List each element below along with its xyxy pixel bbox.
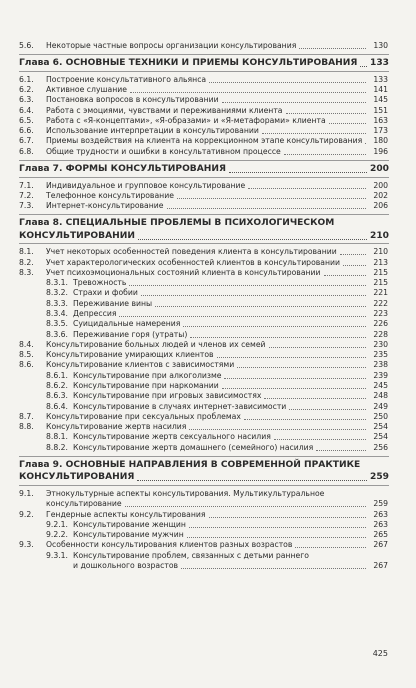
section-title: Переживание вины [73,298,153,308]
section-title: Активное слушание [46,85,127,95]
entry-page-number: 263 [373,519,388,529]
section-number: 6.2. [19,85,34,95]
section-title: Тревожность [73,278,127,288]
entry-page-number: 230 [373,339,388,349]
chapter-rule [19,214,389,215]
leader-dots [295,547,366,548]
section-title: Использование интерпретации в консультировании [46,126,259,136]
entry-page-number: 259 [373,499,388,509]
section-title: консультирование [46,499,122,509]
leader-dots [125,506,366,507]
section-number: 8.3.3. [46,298,69,308]
entry-page-number: 245 [373,381,388,390]
entry-page-number: 145 [373,95,388,105]
section-number: 7.1. [19,180,34,190]
section-title: Этнокультурные аспекты консультирования. Мультикультуральное [46,488,325,498]
leader-dots [284,154,366,155]
chapter-title: Глава 8. СПЕЦИАЛЬНЫЕ ПРОБЛЕМЫ В ПСИХОЛОГИЧЕСКОМ [19,218,335,229]
leader-dots [217,357,366,358]
chapter-title: КОНСУЛЬТИРОВАНИЯ [19,472,135,483]
entry-page-number: 238 [373,360,388,370]
entry-page-number: 235 [373,350,388,360]
section-number: 9.2.1. [46,519,69,529]
entry-page-number: 263 [373,509,388,519]
section-title: Гендерные аспекты консультирования [46,509,206,519]
entry-page-number: 228 [373,329,388,339]
entry-page-number: 196 [373,146,388,156]
section-number: 8.8.1. [46,432,69,442]
chapter-title: Глава 6. ОСНОВНЫЕ ТЕХНИКИ И ПРИЕМЫ КОНСУЛЬТИРОВАНИЯ [19,58,358,69]
entry-page-number: 215 [373,267,388,277]
entry-page-number: 210 [373,247,388,257]
section-title: и дошкольного возрастов [73,560,179,570]
entry-page-number: 249 [373,401,388,411]
entry-page-number: 221 [373,288,388,298]
chapter-page-number: 200 [370,164,389,175]
section-title: Постановка вопросов в консультировании [46,95,219,105]
section-title: Учет характерологических особенностей клиентов в консультировании [46,257,341,267]
section-title: Депрессия [73,309,117,319]
entry-page-number: 248 [373,391,388,401]
entry-page-number: 215 [373,278,388,288]
section-title: Консультирование при сексуальных проблемах [46,411,241,421]
leader-dots [343,265,366,266]
section-title: Консультирование в случаях интернет-зависимости [73,401,287,411]
leader-dots [138,239,367,240]
chapter-title: Глава 9. ОСНОВНЫЕ НАПРАВЛЕНИЯ В СОВРЕМЕННОЙ ПРАКТИКЕ [19,459,361,470]
section-number: 8.8. [19,422,34,432]
section-number: 8.3.6. [46,329,69,339]
section-number: 8.6.4. [46,401,69,411]
leader-dots [329,123,366,124]
section-title: Приемы воздействия на клиента на коррекционном этапе консультирования [46,136,363,146]
section-number: 8.2. [19,257,34,267]
section-title: Консультирование при алкоголизме [73,370,222,380]
leader-dots [129,285,366,286]
section-number: 9.2. [19,509,34,519]
leader-dots [209,517,367,518]
section-title: Построение консультативного альянса [46,74,207,84]
section-title: Работа с эмоциями, чувствами и переживаниями клиента [46,105,283,115]
chapter-title: КОНСУЛЬТИРОВАНИИ [19,230,135,241]
section-number: 5.6. [19,41,34,50]
section-number: 9.3. [19,540,34,550]
section-title: Суицидальные намерения [73,319,181,329]
leader-dots [340,254,366,255]
section-number: 9.1. [19,488,34,498]
leader-dots [209,82,366,83]
section-number: 6.7. [19,136,34,146]
section-title: Индивидуальное и групповое консультирование [46,180,246,190]
entry-page-number: 222 [373,298,388,308]
entry-page-number: 250 [373,411,388,421]
leader-dots [189,527,366,528]
entry-page-number: 141 [373,85,388,95]
section-number: 8.4. [19,339,34,349]
section-number: 8.6.2. [46,381,69,390]
section-number: 6.3. [19,95,34,105]
entry-page-number: 200 [373,180,388,190]
leader-dots [269,347,366,348]
section-number: 9.3.1. [46,550,69,560]
section-number: 6.8. [19,146,34,156]
section-number: 8.1. [19,247,34,257]
section-title: Консультирование проблем, связанных с детьми раннего [73,550,309,560]
chapter-title: Глава 7. ФОРМЫ КОНСУЛЬТИРОВАНИЯ [19,164,226,175]
section-title: Консультирование при игровых зависимостях [73,391,262,401]
section-title: Особенности консультирования клиентов разных возрастов [46,540,293,550]
leader-dots [360,66,367,67]
chapter-rule [19,456,389,457]
leader-dots [177,198,366,199]
section-title: Консультирование при наркомании [73,381,219,390]
chapter-rule [19,485,389,486]
section-number: 6.1. [19,74,34,84]
section-title: Консультирование жертв насилия [46,422,187,432]
leader-dots [289,409,366,410]
chapter-page-number: 133 [370,58,389,69]
section-number: 8.6. [19,360,34,370]
section-title: Консультирование жертв домашнего (семейного) насилия [73,442,314,452]
chapter-rule [19,243,389,244]
entry-page-number: 267 [373,540,388,550]
section-number: 6.6. [19,126,34,136]
leader-dots [119,316,366,317]
leader-dots [189,429,366,430]
entry-page-number: 213 [373,257,388,267]
section-number: 8.7. [19,411,34,421]
section-number: 8.3.1. [46,278,69,288]
section-title: Консультирование мужчин [73,530,184,540]
section-title: Страхи и фобии [73,288,138,298]
entry-page-number: 254 [373,422,388,432]
section-title: Консультирование умирающих клиентов [46,350,214,360]
leader-dots [181,568,366,569]
entry-page-number: 265 [373,530,388,540]
entry-page-number: 173 [373,126,388,136]
leader-dots [237,367,366,368]
section-title: Переживание горя (утраты) [73,329,188,339]
entry-page-number: 226 [373,319,388,329]
leader-dots [222,102,366,103]
section-title: Учет некоторых особенностей поведения клиента в консультировании [46,247,337,257]
entry-page-number: 151 [373,105,388,115]
section-title: Интернет-консультирование [46,201,164,211]
entry-page-number: 206 [373,201,388,211]
leader-dots [248,188,366,189]
section-number: 8.6.1. [46,370,69,380]
chapter-page-number: 259 [370,472,389,483]
leader-dots [316,450,366,451]
section-title: Консультирование жертв сексуального насилия [73,432,271,442]
chapter-rule [19,54,389,55]
page-number: 425 [372,649,388,658]
leader-dots [222,388,366,389]
section-title: Консультирование женщин [73,519,186,529]
section-title: Работа с «Я-концептами», «Я-образами» и «Я-метафорами» клиента [46,115,326,125]
leader-dots [130,92,366,93]
leader-dots [183,326,366,327]
leader-dots [229,172,367,173]
leader-dots [365,143,366,144]
leader-dots [155,306,366,307]
section-number: 6.5. [19,115,34,125]
leader-dots [244,419,366,420]
section-number: 7.2. [19,190,34,200]
leader-dots [187,537,366,538]
section-number: 8.6.3. [46,391,69,401]
entry-page-number: 239 [373,370,388,380]
entry-page-number: 223 [373,309,388,319]
section-number: 9.2.2. [46,530,69,540]
leader-dots [299,48,366,49]
leader-dots [324,275,366,276]
section-title: Телефонное консультирование [46,190,174,200]
leader-dots [286,113,367,114]
entry-page-number: 202 [373,190,388,200]
section-number: 7.3. [19,201,34,211]
leader-dots [224,378,366,379]
leader-dots [167,208,366,209]
section-number: 8.3.5. [46,319,69,329]
entry-page-number: 180 [373,136,388,146]
chapter-rule [19,71,389,72]
section-title: Некоторые частные вопросы организации консультирования [46,41,297,50]
section-title: Учет психоэмоциональных состояний клиента в консультировании [46,267,321,277]
leader-dots [274,439,366,440]
leader-dots [262,133,366,134]
chapter-rule [19,177,389,178]
section-number: 8.5. [19,350,34,360]
entry-page-number: 267 [373,560,388,570]
section-number: 8.8.2. [46,442,69,452]
section-number: 8.3.4. [46,309,69,319]
section-number: 8.3. [19,267,34,277]
entry-page-number: 133 [373,74,388,84]
leader-dots [190,337,366,338]
entry-page-number: 256 [373,442,388,452]
leader-dots [137,480,367,481]
section-title: Консультирование больных людей и членов их семей [46,339,266,349]
entry-page-number: 254 [373,432,388,442]
leader-dots [264,398,366,399]
chapter-rule [19,160,389,161]
leader-dots [141,295,366,296]
section-number: 8.3.2. [46,288,69,298]
section-title: Консультирование клиентов с зависимостями [46,360,235,370]
entry-page-number: 163 [373,115,388,125]
section-title: Общие трудности и ошибки в консультативном процессе [46,146,281,156]
chapter-page-number: 210 [370,230,389,241]
section-number: 6.4. [19,105,34,115]
entry-page-number: 130 [373,41,388,50]
